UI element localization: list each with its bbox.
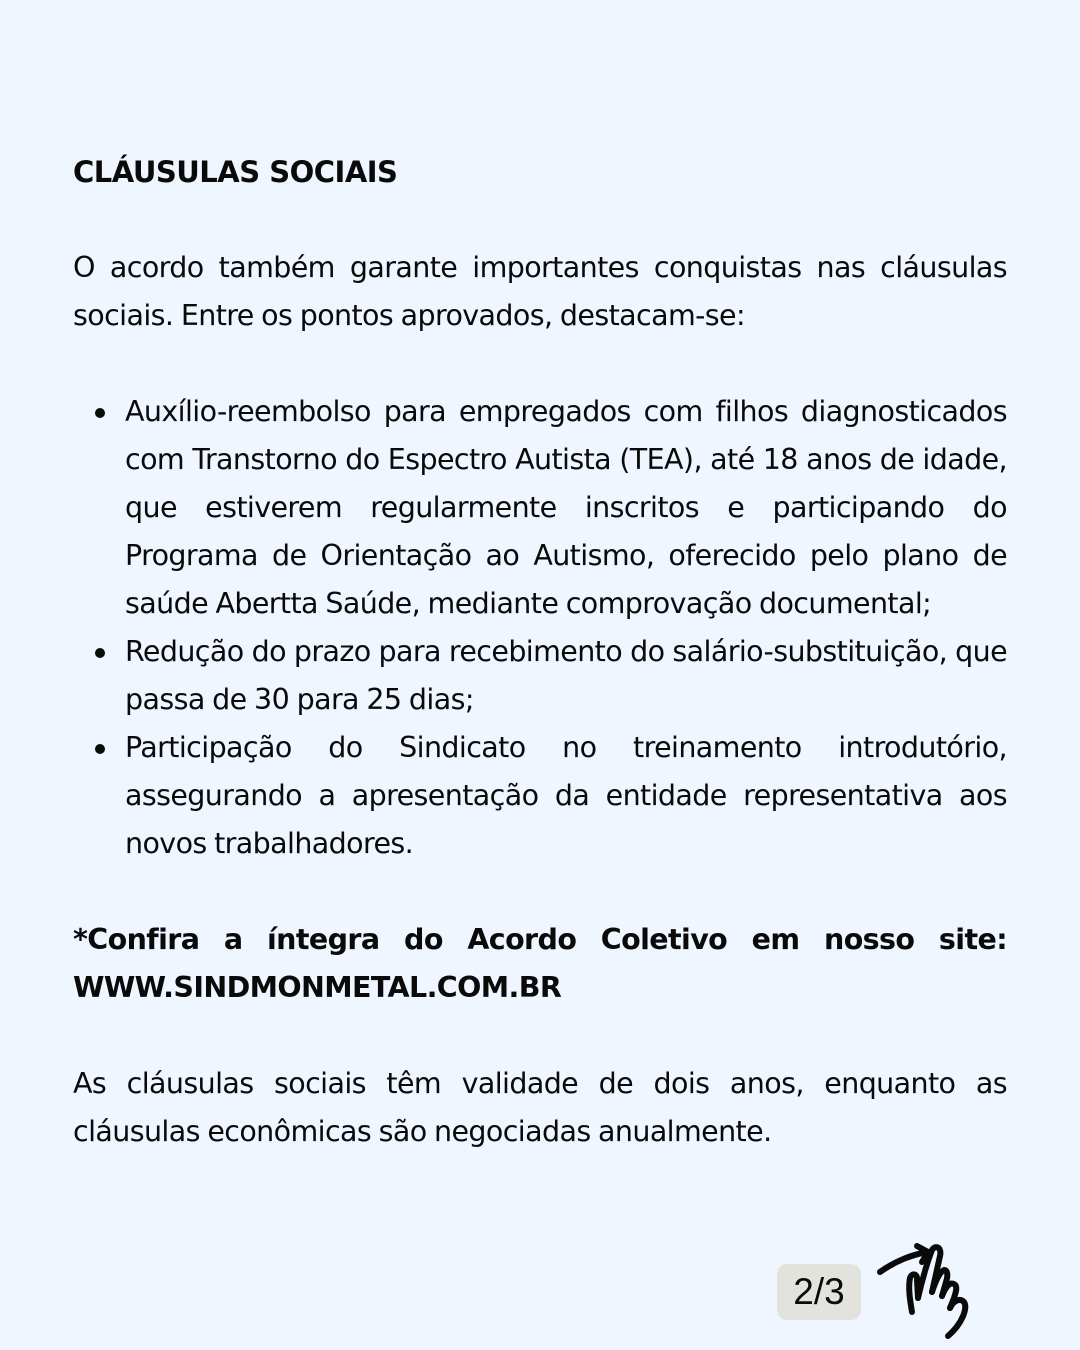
list-item: Auxílio-reembolso para empregados com filhos diagnosticados com Transtorno do Espectro Autista (TEA), até 18 anos de idade, que estiverem regularmente inscritos e participando do Programa de Orientação ao Autismo, oferecido pelo plano de saúde Abertta Saúde, mediante comprovação documental; xyxy=(73,388,1007,628)
swipe-hand-icon[interactable] xyxy=(872,1240,982,1340)
website-notice: *Confira a íntegra do Acordo Coletivo em nosso site: WWW.SINDMONMETAL.COM.BR xyxy=(73,923,1007,1004)
list-item: Participação do Sindicato no treinamento introdutório, assegurando a apresentação da entidade representativa aos novos trabalhadores. xyxy=(73,724,1007,868)
spacer xyxy=(73,868,1007,916)
bullet-icon xyxy=(95,744,105,754)
list-item: Redução do prazo para recebimento do salário-substituição, que passa de 30 para 25 dias; xyxy=(73,628,1007,724)
document-body xyxy=(73,148,1007,1156)
bullet-icon xyxy=(95,408,105,418)
clause-list xyxy=(73,388,1007,868)
closing-paragraph: As cláusulas sociais têm validade de dois anos, enquanto as cláusulas econômicas são negociadas anualmente. xyxy=(73,1067,1007,1148)
page-indicator-badge: 2/3 xyxy=(777,1264,861,1320)
bullet-icon xyxy=(95,648,105,658)
section-title: CLÁUSULAS SOCIAIS xyxy=(73,155,398,189)
intro-paragraph: O acordo também garante importantes conquistas nas cláusulas sociais. Entre os pontos aprovados, destacam-se: xyxy=(73,251,1007,332)
spacer xyxy=(73,1012,1007,1060)
spacer xyxy=(73,340,1007,388)
